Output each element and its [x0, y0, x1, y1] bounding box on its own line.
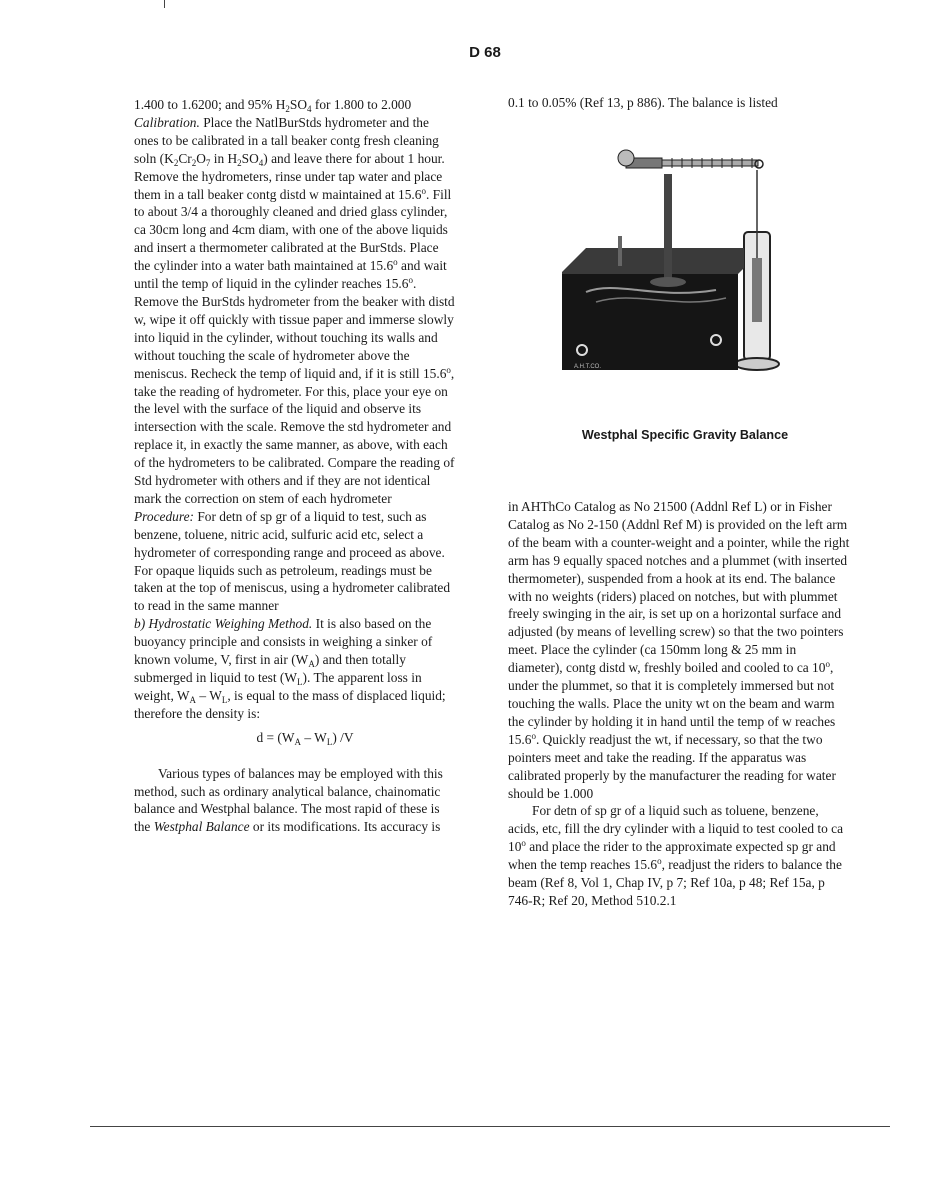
balance-illustration	[556, 140, 796, 382]
calibration-heading: Calibration.	[134, 114, 200, 130]
hydrostatic-heading: b) Hydrostatic Weighing Method.	[134, 616, 313, 632]
figure-caption: Westphal Specific Gravity Balance	[581, 428, 789, 442]
right-column-top-line: 0.1 to 0.05% (Ref 13, p 886). The balance is listed	[508, 95, 778, 110]
figure-mark: A.H.T.CO.	[574, 364, 602, 370]
paragraph-westphal-procedure: For detn of sp gr of a liquid such as toluene, benzene, acids, etc, fill the dry cylinder with a liquid to test cooled to ca 10$^o$ and place the rider to the approximate expected sp gr and when the temp reaches 15.6$^o$, readjust the riders to balance the beam (Ref 8, Vol 1, Chap IV, p 7; Ref 10a, p 48; Ref 15a, p 746-R; Ref 20, Method 510.2.1	[508, 803, 844, 908]
paragraph-balances: Various types of balances may be employed with this method, such as ordinary analytical balance, chainomatic balance and Westphal balance. The most rapid of these is the Westphal Balance or its modifications. Its accuracy is	[134, 765, 443, 835]
bottom-rule	[90, 1126, 890, 1127]
paragraph-westphal-description: in AHThCo Catalog as No 21500 (Addnl Ref L) or in Fisher Catalog as No 2-150 (Addnl Ref M) is provided on the left arm of the beam with a counter-weight and a pointer, while the right arm has 9 equally spaced notches and a plummet (with inserted thermometer), suspended from a hook at its end. The balance with no weights (riders) placed on notches, but with plummet freely swinging in the air, is set up on a horizontal surface and adjusted (by means of levelling screw) so that the two pointers meet. Place the cylinder (ca 150mm long & 25 mm in diameter), contg distd w, freshly boiled and cooled to ca 10$^o$, under the plummet, so that it is completely immersed but not touching the walls. Place the unity wt on the beam and warm the cylinder by holding it in hand until the temp of w reaches 15.6$^o$. Quickly readjust the wt, if necessary, so that the two pointers meet and take the reading. If the apparatus was calibrated properly by the manufacturer the reading for water should be 1.000	[508, 499, 850, 801]
page-number: D 68	[469, 44, 501, 61]
paragraph-intro: 1.400 to 1.6200; and 95% $H_2SO_4$ for 1.800 to 2.000	[134, 97, 412, 114]
left-column	[134, 96, 456, 836]
procedure-heading: Procedure:	[134, 508, 194, 524]
right-column	[508, 498, 850, 910]
density-formula: $d = (W_A - W_L)$ /V	[256, 729, 354, 747]
scan-mark	[164, 0, 165, 8]
paragraph-hydrostatic: b) Hydrostatic Weighing Method. It is also based on the buoyancy principle and consists in weighing a sinker of known volume, V, first in air $(W_A)$ and then totally submerged in liquid to test $(W_L)$. The apparent loss in weight, $W_A - W_L$, is equal to the mass of displaced liquid; therefore the density is:	[134, 616, 446, 721]
westphal-balance-figure	[556, 140, 796, 382]
paragraph-calibration: Calibration. Place the NatlBurStds hydrometer and the ones to be calibrated in a tall beaker contg fresh cleaning soln ($K_2Cr_2O_7$ in $H_2SO_4$) and leave there for about 1 hour. Remove the hydrometers, rinse under tap water and place them in a tall beaker contg distd w maintained at 15.6$^o$. Fill to about 3/4 a thoroughly cleaned and dried glass cylinder, ca 30cm long and 4cm diam, with one of the above liquids and insert a thermometer calibrated at the BurStds. Place the cylinder into a water bath maintained at 15.6$^o$ and wait until the temp of liquid in the cylinder reaches 15.6$^o$. Remove the BurStds hydrometer from the beaker with distd w, wipe it off quickly with tissue paper and immerse slowly into liquid in the cylinder, without touching its walls and without touching the scale of hydrometer above the meniscus. Recheck the temp of liquid and, if it is still 15.6$^o$, take the reading of hydrometer. For this, place your eye on the level with the surface of the liquid and observe its intersection with the scale. Remove the std hydrometer and replace it, in exactly the same manner, as above, with each of the hydrometers to be calibrated. Compare the reading of Std hydrometer with others and if they are not identical mark the correction on stem of each hydrometer	[134, 114, 455, 506]
paragraph-procedure: Procedure: For detn of sp gr of a liquid to test, such as benzene, toluene, nitric acid, sulfuric acid etc, select a hydrometer of corresponding range and proceed as above. For opaque liquids such as petroleum, readings must be taken at the top of meniscus, using a hydrometer calibrated to read in the same manner	[134, 508, 451, 614]
